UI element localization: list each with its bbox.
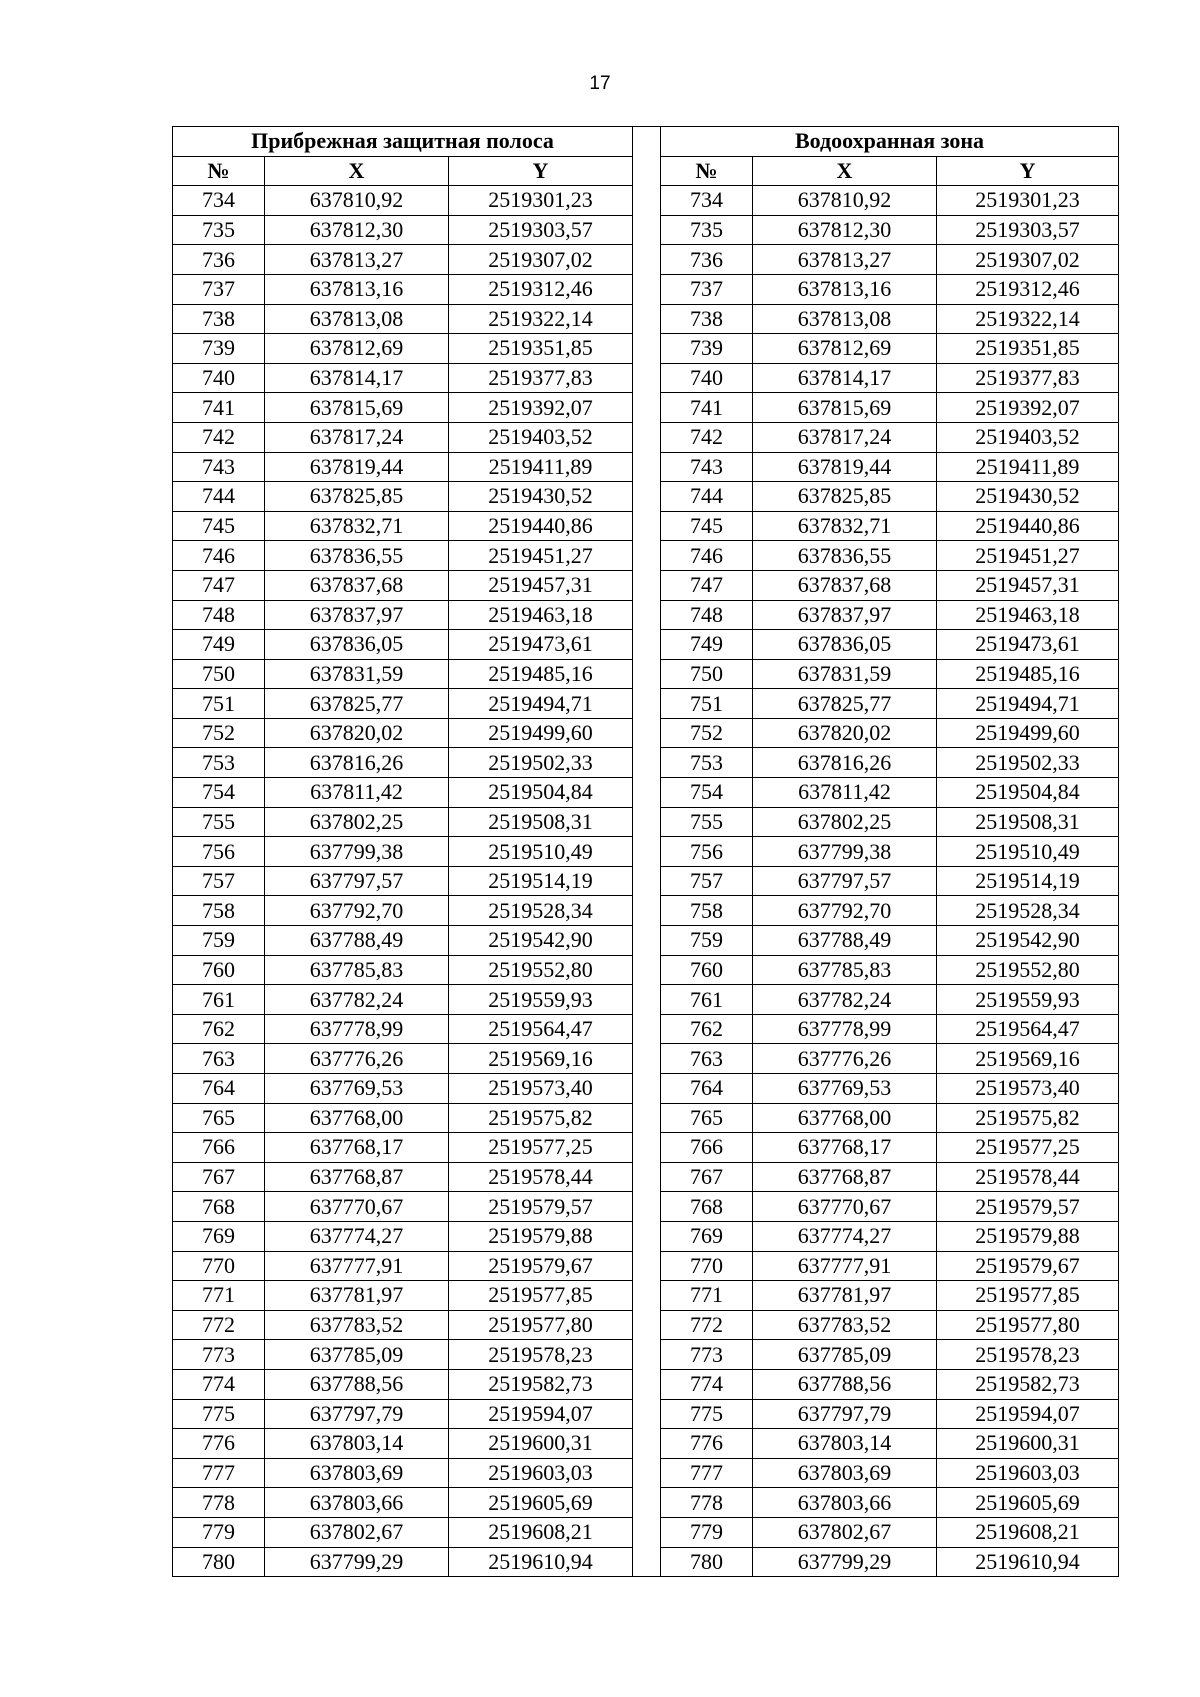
left-y-coordinate: 2519403,52 bbox=[449, 422, 633, 452]
left-point-number: 748 bbox=[173, 600, 265, 630]
right-x-coordinate: 637813,08 bbox=[753, 304, 937, 334]
left-x-coordinate: 637832,71 bbox=[265, 511, 449, 541]
left-point-number: 760 bbox=[173, 955, 265, 985]
right-x-coordinate: 637813,27 bbox=[753, 245, 937, 275]
right-y-coordinate: 2519579,57 bbox=[937, 1192, 1119, 1222]
right-point-number: 776 bbox=[661, 1429, 753, 1459]
left-y-coordinate: 2519579,57 bbox=[449, 1192, 633, 1222]
left-x-coordinate: 637811,42 bbox=[265, 778, 449, 808]
left-point-number: 736 bbox=[173, 245, 265, 275]
right-y-coordinate: 2519499,60 bbox=[937, 718, 1119, 748]
left-point-number: 777 bbox=[173, 1458, 265, 1488]
right-y-coordinate: 2519605,69 bbox=[937, 1488, 1119, 1518]
left-x-coordinate: 637802,25 bbox=[265, 807, 449, 837]
right-x-coordinate: 637781,97 bbox=[753, 1281, 937, 1311]
right-point-number: 764 bbox=[661, 1074, 753, 1104]
left-y-coordinate: 2519451,27 bbox=[449, 541, 633, 571]
coordinates-table bbox=[172, 126, 1119, 1577]
left-x-coordinate: 637803,66 bbox=[265, 1488, 449, 1518]
left-x-coordinate: 637814,17 bbox=[265, 363, 449, 393]
left-point-number: 764 bbox=[173, 1074, 265, 1104]
right-y-coordinate: 2519303,57 bbox=[937, 215, 1119, 245]
right-x-coordinate: 637768,00 bbox=[753, 1103, 937, 1133]
left-x-coordinate: 637797,79 bbox=[265, 1399, 449, 1429]
right-y-coordinate: 2519528,34 bbox=[937, 896, 1119, 926]
left-point-number: 765 bbox=[173, 1103, 265, 1133]
left-point-number: 742 bbox=[173, 422, 265, 452]
right-x-coordinate: 637783,52 bbox=[753, 1310, 937, 1340]
right-col-number: № bbox=[661, 156, 753, 186]
left-y-coordinate: 2519377,83 bbox=[449, 363, 633, 393]
right-x-coordinate: 637803,14 bbox=[753, 1429, 937, 1459]
right-x-coordinate: 637811,42 bbox=[753, 778, 937, 808]
right-x-coordinate: 637819,44 bbox=[753, 452, 937, 482]
right-section-title: Водоохранная зона bbox=[661, 127, 1119, 157]
left-point-number: 739 bbox=[173, 334, 265, 364]
right-point-number: 738 bbox=[661, 304, 753, 334]
right-y-coordinate: 2519578,44 bbox=[937, 1162, 1119, 1192]
right-y-coordinate: 2519502,33 bbox=[937, 748, 1119, 778]
right-point-number: 767 bbox=[661, 1162, 753, 1192]
right-y-coordinate: 2519312,46 bbox=[937, 274, 1119, 304]
right-y-coordinate: 2519411,89 bbox=[937, 452, 1119, 482]
left-point-number: 775 bbox=[173, 1399, 265, 1429]
right-x-coordinate: 637802,67 bbox=[753, 1517, 937, 1547]
right-x-coordinate: 637797,79 bbox=[753, 1399, 937, 1429]
right-y-coordinate: 2519473,61 bbox=[937, 630, 1119, 660]
left-y-coordinate: 2519610,94 bbox=[449, 1547, 633, 1577]
right-y-coordinate: 2519573,40 bbox=[937, 1074, 1119, 1104]
right-point-number: 739 bbox=[661, 334, 753, 364]
left-x-coordinate: 637781,97 bbox=[265, 1281, 449, 1311]
spacer-column bbox=[633, 127, 661, 1577]
right-x-coordinate: 637769,53 bbox=[753, 1074, 937, 1104]
left-x-coordinate: 637788,56 bbox=[265, 1369, 449, 1399]
right-y-coordinate: 2519579,88 bbox=[937, 1221, 1119, 1251]
left-point-number: 737 bbox=[173, 274, 265, 304]
left-x-coordinate: 637768,87 bbox=[265, 1162, 449, 1192]
left-point-number: 779 bbox=[173, 1517, 265, 1547]
right-x-coordinate: 637778,99 bbox=[753, 1014, 937, 1044]
right-y-coordinate: 2519463,18 bbox=[937, 600, 1119, 630]
left-x-coordinate: 637813,08 bbox=[265, 304, 449, 334]
left-y-coordinate: 2519578,23 bbox=[449, 1340, 633, 1370]
right-y-coordinate: 2519451,27 bbox=[937, 541, 1119, 571]
right-y-coordinate: 2519485,16 bbox=[937, 659, 1119, 689]
left-point-number: 755 bbox=[173, 807, 265, 837]
right-x-coordinate: 637813,16 bbox=[753, 274, 937, 304]
right-point-number: 753 bbox=[661, 748, 753, 778]
left-x-coordinate: 637819,44 bbox=[265, 452, 449, 482]
left-y-coordinate: 2519430,52 bbox=[449, 482, 633, 512]
right-y-coordinate: 2519552,80 bbox=[937, 955, 1119, 985]
right-y-coordinate: 2519559,93 bbox=[937, 985, 1119, 1015]
left-point-number: 761 bbox=[173, 985, 265, 1015]
right-point-number: 742 bbox=[661, 422, 753, 452]
right-point-number: 752 bbox=[661, 718, 753, 748]
left-y-coordinate: 2519582,73 bbox=[449, 1369, 633, 1399]
page-number: 17 bbox=[589, 73, 611, 94]
left-point-number: 762 bbox=[173, 1014, 265, 1044]
left-x-coordinate: 637817,24 bbox=[265, 422, 449, 452]
right-y-coordinate: 2519392,07 bbox=[937, 393, 1119, 423]
left-y-coordinate: 2519508,31 bbox=[449, 807, 633, 837]
right-point-number: 780 bbox=[661, 1547, 753, 1577]
right-x-coordinate: 637815,69 bbox=[753, 393, 937, 423]
right-point-number: 758 bbox=[661, 896, 753, 926]
left-y-coordinate: 2519301,23 bbox=[449, 186, 633, 216]
left-x-coordinate: 637782,24 bbox=[265, 985, 449, 1015]
left-y-coordinate: 2519312,46 bbox=[449, 274, 633, 304]
right-y-coordinate: 2519603,03 bbox=[937, 1458, 1119, 1488]
right-point-number: 754 bbox=[661, 778, 753, 808]
right-x-coordinate: 637817,24 bbox=[753, 422, 937, 452]
left-x-coordinate: 637803,14 bbox=[265, 1429, 449, 1459]
left-x-coordinate: 637769,53 bbox=[265, 1074, 449, 1104]
left-x-coordinate: 637825,77 bbox=[265, 689, 449, 719]
right-point-number: 761 bbox=[661, 985, 753, 1015]
right-point-number: 768 bbox=[661, 1192, 753, 1222]
left-y-coordinate: 2519463,18 bbox=[449, 600, 633, 630]
left-col-y: Y bbox=[449, 156, 633, 186]
left-x-coordinate: 637825,85 bbox=[265, 482, 449, 512]
right-point-number: 755 bbox=[661, 807, 753, 837]
left-point-number: 778 bbox=[173, 1488, 265, 1518]
right-point-number: 748 bbox=[661, 600, 753, 630]
right-y-coordinate: 2519542,90 bbox=[937, 926, 1119, 956]
right-y-coordinate: 2519301,23 bbox=[937, 186, 1119, 216]
right-point-number: 747 bbox=[661, 570, 753, 600]
right-point-number: 777 bbox=[661, 1458, 753, 1488]
right-y-coordinate: 2519514,19 bbox=[937, 866, 1119, 896]
right-point-number: 779 bbox=[661, 1517, 753, 1547]
left-point-number: 741 bbox=[173, 393, 265, 423]
left-col-x: X bbox=[265, 156, 449, 186]
right-point-number: 736 bbox=[661, 245, 753, 275]
right-x-coordinate: 637836,55 bbox=[753, 541, 937, 571]
right-point-number: 737 bbox=[661, 274, 753, 304]
right-col-x: X bbox=[753, 156, 937, 186]
left-point-number: 746 bbox=[173, 541, 265, 571]
right-x-coordinate: 637825,77 bbox=[753, 689, 937, 719]
right-point-number: 746 bbox=[661, 541, 753, 571]
left-y-coordinate: 2519579,88 bbox=[449, 1221, 633, 1251]
right-x-coordinate: 637776,26 bbox=[753, 1044, 937, 1074]
left-point-number: 763 bbox=[173, 1044, 265, 1074]
left-y-coordinate: 2519564,47 bbox=[449, 1014, 633, 1044]
left-point-number: 754 bbox=[173, 778, 265, 808]
right-point-number: 762 bbox=[661, 1014, 753, 1044]
left-y-coordinate: 2519440,86 bbox=[449, 511, 633, 541]
left-y-coordinate: 2519303,57 bbox=[449, 215, 633, 245]
left-point-number: 757 bbox=[173, 866, 265, 896]
right-y-coordinate: 2519578,23 bbox=[937, 1340, 1119, 1370]
left-point-number: 771 bbox=[173, 1281, 265, 1311]
right-point-number: 740 bbox=[661, 363, 753, 393]
left-x-coordinate: 637813,16 bbox=[265, 274, 449, 304]
right-y-coordinate: 2519508,31 bbox=[937, 807, 1119, 837]
left-point-number: 759 bbox=[173, 926, 265, 956]
left-y-coordinate: 2519392,07 bbox=[449, 393, 633, 423]
left-point-number: 756 bbox=[173, 837, 265, 867]
left-x-coordinate: 637768,00 bbox=[265, 1103, 449, 1133]
left-point-number: 769 bbox=[173, 1221, 265, 1251]
left-section-title: Прибрежная защитная полоса bbox=[173, 127, 633, 157]
right-y-coordinate: 2519594,07 bbox=[937, 1399, 1119, 1429]
left-y-coordinate: 2519608,21 bbox=[449, 1517, 633, 1547]
left-y-coordinate: 2519579,67 bbox=[449, 1251, 633, 1281]
right-y-coordinate: 2519351,85 bbox=[937, 334, 1119, 364]
right-point-number: 772 bbox=[661, 1310, 753, 1340]
left-x-coordinate: 637777,91 bbox=[265, 1251, 449, 1281]
left-y-coordinate: 2519577,80 bbox=[449, 1310, 633, 1340]
right-point-number: 760 bbox=[661, 955, 753, 985]
right-point-number: 763 bbox=[661, 1044, 753, 1074]
left-point-number: 766 bbox=[173, 1133, 265, 1163]
right-x-coordinate: 637799,38 bbox=[753, 837, 937, 867]
left-point-number: 767 bbox=[173, 1162, 265, 1192]
right-x-coordinate: 637782,24 bbox=[753, 985, 937, 1015]
left-x-coordinate: 637813,27 bbox=[265, 245, 449, 275]
right-x-coordinate: 637825,85 bbox=[753, 482, 937, 512]
left-y-coordinate: 2519605,69 bbox=[449, 1488, 633, 1518]
left-y-coordinate: 2519485,16 bbox=[449, 659, 633, 689]
left-y-coordinate: 2519504,84 bbox=[449, 778, 633, 808]
right-y-coordinate: 2519579,67 bbox=[937, 1251, 1119, 1281]
right-y-coordinate: 2519577,85 bbox=[937, 1281, 1119, 1311]
right-point-number: 734 bbox=[661, 186, 753, 216]
right-point-number: 773 bbox=[661, 1340, 753, 1370]
right-point-number: 745 bbox=[661, 511, 753, 541]
left-x-coordinate: 637802,67 bbox=[265, 1517, 449, 1547]
right-col-y: Y bbox=[937, 156, 1119, 186]
left-point-number: 770 bbox=[173, 1251, 265, 1281]
right-x-coordinate: 637785,09 bbox=[753, 1340, 937, 1370]
left-x-coordinate: 637768,17 bbox=[265, 1133, 449, 1163]
right-x-coordinate: 637820,02 bbox=[753, 718, 937, 748]
right-point-number: 770 bbox=[661, 1251, 753, 1281]
left-x-coordinate: 637815,69 bbox=[265, 393, 449, 423]
right-y-coordinate: 2519608,21 bbox=[937, 1517, 1119, 1547]
left-point-number: 734 bbox=[173, 186, 265, 216]
left-x-coordinate: 637816,26 bbox=[265, 748, 449, 778]
right-y-coordinate: 2519575,82 bbox=[937, 1103, 1119, 1133]
right-y-coordinate: 2519504,84 bbox=[937, 778, 1119, 808]
right-point-number: 743 bbox=[661, 452, 753, 482]
left-point-number: 749 bbox=[173, 630, 265, 660]
left-x-coordinate: 637836,55 bbox=[265, 541, 449, 571]
left-y-coordinate: 2519322,14 bbox=[449, 304, 633, 334]
right-x-coordinate: 637812,69 bbox=[753, 334, 937, 364]
left-col-number: № bbox=[173, 156, 265, 186]
left-point-number: 768 bbox=[173, 1192, 265, 1222]
right-y-coordinate: 2519322,14 bbox=[937, 304, 1119, 334]
left-point-number: 744 bbox=[173, 482, 265, 512]
right-x-coordinate: 637816,26 bbox=[753, 748, 937, 778]
left-point-number: 753 bbox=[173, 748, 265, 778]
left-y-coordinate: 2519573,40 bbox=[449, 1074, 633, 1104]
left-x-coordinate: 637820,02 bbox=[265, 718, 449, 748]
right-point-number: 774 bbox=[661, 1369, 753, 1399]
right-y-coordinate: 2519577,80 bbox=[937, 1310, 1119, 1340]
right-y-coordinate: 2519569,16 bbox=[937, 1044, 1119, 1074]
right-x-coordinate: 637814,17 bbox=[753, 363, 937, 393]
left-y-coordinate: 2519559,93 bbox=[449, 985, 633, 1015]
left-y-coordinate: 2519594,07 bbox=[449, 1399, 633, 1429]
right-y-coordinate: 2519610,94 bbox=[937, 1547, 1119, 1577]
left-x-coordinate: 637774,27 bbox=[265, 1221, 449, 1251]
right-point-number: 749 bbox=[661, 630, 753, 660]
right-y-coordinate: 2519430,52 bbox=[937, 482, 1119, 512]
right-x-coordinate: 637799,29 bbox=[753, 1547, 937, 1577]
left-y-coordinate: 2519542,90 bbox=[449, 926, 633, 956]
left-y-coordinate: 2519457,31 bbox=[449, 570, 633, 600]
right-point-number: 775 bbox=[661, 1399, 753, 1429]
right-x-coordinate: 637792,70 bbox=[753, 896, 937, 926]
right-point-number: 741 bbox=[661, 393, 753, 423]
left-point-number: 752 bbox=[173, 718, 265, 748]
left-y-coordinate: 2519510,49 bbox=[449, 837, 633, 867]
left-y-coordinate: 2519528,34 bbox=[449, 896, 633, 926]
left-point-number: 743 bbox=[173, 452, 265, 482]
left-x-coordinate: 637837,68 bbox=[265, 570, 449, 600]
left-y-coordinate: 2519494,71 bbox=[449, 689, 633, 719]
section-header-row bbox=[173, 127, 1119, 157]
left-y-coordinate: 2519411,89 bbox=[449, 452, 633, 482]
right-y-coordinate: 2519582,73 bbox=[937, 1369, 1119, 1399]
right-x-coordinate: 637803,66 bbox=[753, 1488, 937, 1518]
left-y-coordinate: 2519514,19 bbox=[449, 866, 633, 896]
right-point-number: 751 bbox=[661, 689, 753, 719]
left-point-number: 735 bbox=[173, 215, 265, 245]
left-y-coordinate: 2519577,25 bbox=[449, 1133, 633, 1163]
left-x-coordinate: 637783,52 bbox=[265, 1310, 449, 1340]
left-point-number: 774 bbox=[173, 1369, 265, 1399]
right-point-number: 757 bbox=[661, 866, 753, 896]
left-y-coordinate: 2519578,44 bbox=[449, 1162, 633, 1192]
left-x-coordinate: 637776,26 bbox=[265, 1044, 449, 1074]
right-point-number: 765 bbox=[661, 1103, 753, 1133]
left-x-coordinate: 637837,97 bbox=[265, 600, 449, 630]
right-x-coordinate: 637785,83 bbox=[753, 955, 937, 985]
left-y-coordinate: 2519577,85 bbox=[449, 1281, 633, 1311]
left-point-number: 758 bbox=[173, 896, 265, 926]
right-y-coordinate: 2519564,47 bbox=[937, 1014, 1119, 1044]
left-point-number: 780 bbox=[173, 1547, 265, 1577]
right-x-coordinate: 637768,17 bbox=[753, 1133, 937, 1163]
left-point-number: 738 bbox=[173, 304, 265, 334]
left-x-coordinate: 637836,05 bbox=[265, 630, 449, 660]
right-y-coordinate: 2519307,02 bbox=[937, 245, 1119, 275]
left-x-coordinate: 637770,67 bbox=[265, 1192, 449, 1222]
left-y-coordinate: 2519569,16 bbox=[449, 1044, 633, 1074]
left-x-coordinate: 637812,69 bbox=[265, 334, 449, 364]
right-x-coordinate: 637837,97 bbox=[753, 600, 937, 630]
right-x-coordinate: 637836,05 bbox=[753, 630, 937, 660]
left-x-coordinate: 637797,57 bbox=[265, 866, 449, 896]
right-x-coordinate: 637770,67 bbox=[753, 1192, 937, 1222]
right-x-coordinate: 637802,25 bbox=[753, 807, 937, 837]
right-point-number: 756 bbox=[661, 837, 753, 867]
right-y-coordinate: 2519600,31 bbox=[937, 1429, 1119, 1459]
left-point-number: 772 bbox=[173, 1310, 265, 1340]
right-x-coordinate: 637812,30 bbox=[753, 215, 937, 245]
left-x-coordinate: 637803,69 bbox=[265, 1458, 449, 1488]
right-point-number: 766 bbox=[661, 1133, 753, 1163]
right-y-coordinate: 2519510,49 bbox=[937, 837, 1119, 867]
left-y-coordinate: 2519502,33 bbox=[449, 748, 633, 778]
right-x-coordinate: 637837,68 bbox=[753, 570, 937, 600]
right-point-number: 769 bbox=[661, 1221, 753, 1251]
left-x-coordinate: 637799,29 bbox=[265, 1547, 449, 1577]
right-y-coordinate: 2519494,71 bbox=[937, 689, 1119, 719]
left-y-coordinate: 2519552,80 bbox=[449, 955, 633, 985]
left-x-coordinate: 637788,49 bbox=[265, 926, 449, 956]
right-x-coordinate: 637788,49 bbox=[753, 926, 937, 956]
left-x-coordinate: 637785,09 bbox=[265, 1340, 449, 1370]
right-x-coordinate: 637788,56 bbox=[753, 1369, 937, 1399]
left-point-number: 776 bbox=[173, 1429, 265, 1459]
right-point-number: 750 bbox=[661, 659, 753, 689]
right-point-number: 771 bbox=[661, 1281, 753, 1311]
right-y-coordinate: 2519377,83 bbox=[937, 363, 1119, 393]
left-y-coordinate: 2519307,02 bbox=[449, 245, 633, 275]
left-x-coordinate: 637831,59 bbox=[265, 659, 449, 689]
right-y-coordinate: 2519577,25 bbox=[937, 1133, 1119, 1163]
right-y-coordinate: 2519440,86 bbox=[937, 511, 1119, 541]
right-point-number: 744 bbox=[661, 482, 753, 512]
left-x-coordinate: 637812,30 bbox=[265, 215, 449, 245]
right-x-coordinate: 637831,59 bbox=[753, 659, 937, 689]
left-x-coordinate: 637778,99 bbox=[265, 1014, 449, 1044]
right-point-number: 778 bbox=[661, 1488, 753, 1518]
left-x-coordinate: 637810,92 bbox=[265, 186, 449, 216]
left-point-number: 745 bbox=[173, 511, 265, 541]
right-x-coordinate: 637803,69 bbox=[753, 1458, 937, 1488]
left-x-coordinate: 637792,70 bbox=[265, 896, 449, 926]
left-y-coordinate: 2519499,60 bbox=[449, 718, 633, 748]
left-y-coordinate: 2519575,82 bbox=[449, 1103, 633, 1133]
right-x-coordinate: 637810,92 bbox=[753, 186, 937, 216]
right-point-number: 735 bbox=[661, 215, 753, 245]
right-y-coordinate: 2519403,52 bbox=[937, 422, 1119, 452]
left-point-number: 740 bbox=[173, 363, 265, 393]
right-x-coordinate: 637797,57 bbox=[753, 866, 937, 896]
left-x-coordinate: 637799,38 bbox=[265, 837, 449, 867]
left-point-number: 751 bbox=[173, 689, 265, 719]
left-y-coordinate: 2519473,61 bbox=[449, 630, 633, 660]
right-x-coordinate: 637768,87 bbox=[753, 1162, 937, 1192]
right-point-number: 759 bbox=[661, 926, 753, 956]
left-point-number: 773 bbox=[173, 1340, 265, 1370]
right-x-coordinate: 637774,27 bbox=[753, 1221, 937, 1251]
left-point-number: 747 bbox=[173, 570, 265, 600]
left-x-coordinate: 637785,83 bbox=[265, 955, 449, 985]
left-y-coordinate: 2519600,31 bbox=[449, 1429, 633, 1459]
right-x-coordinate: 637777,91 bbox=[753, 1251, 937, 1281]
left-y-coordinate: 2519603,03 bbox=[449, 1458, 633, 1488]
left-y-coordinate: 2519351,85 bbox=[449, 334, 633, 364]
right-y-coordinate: 2519457,31 bbox=[937, 570, 1119, 600]
left-point-number: 750 bbox=[173, 659, 265, 689]
right-x-coordinate: 637832,71 bbox=[753, 511, 937, 541]
